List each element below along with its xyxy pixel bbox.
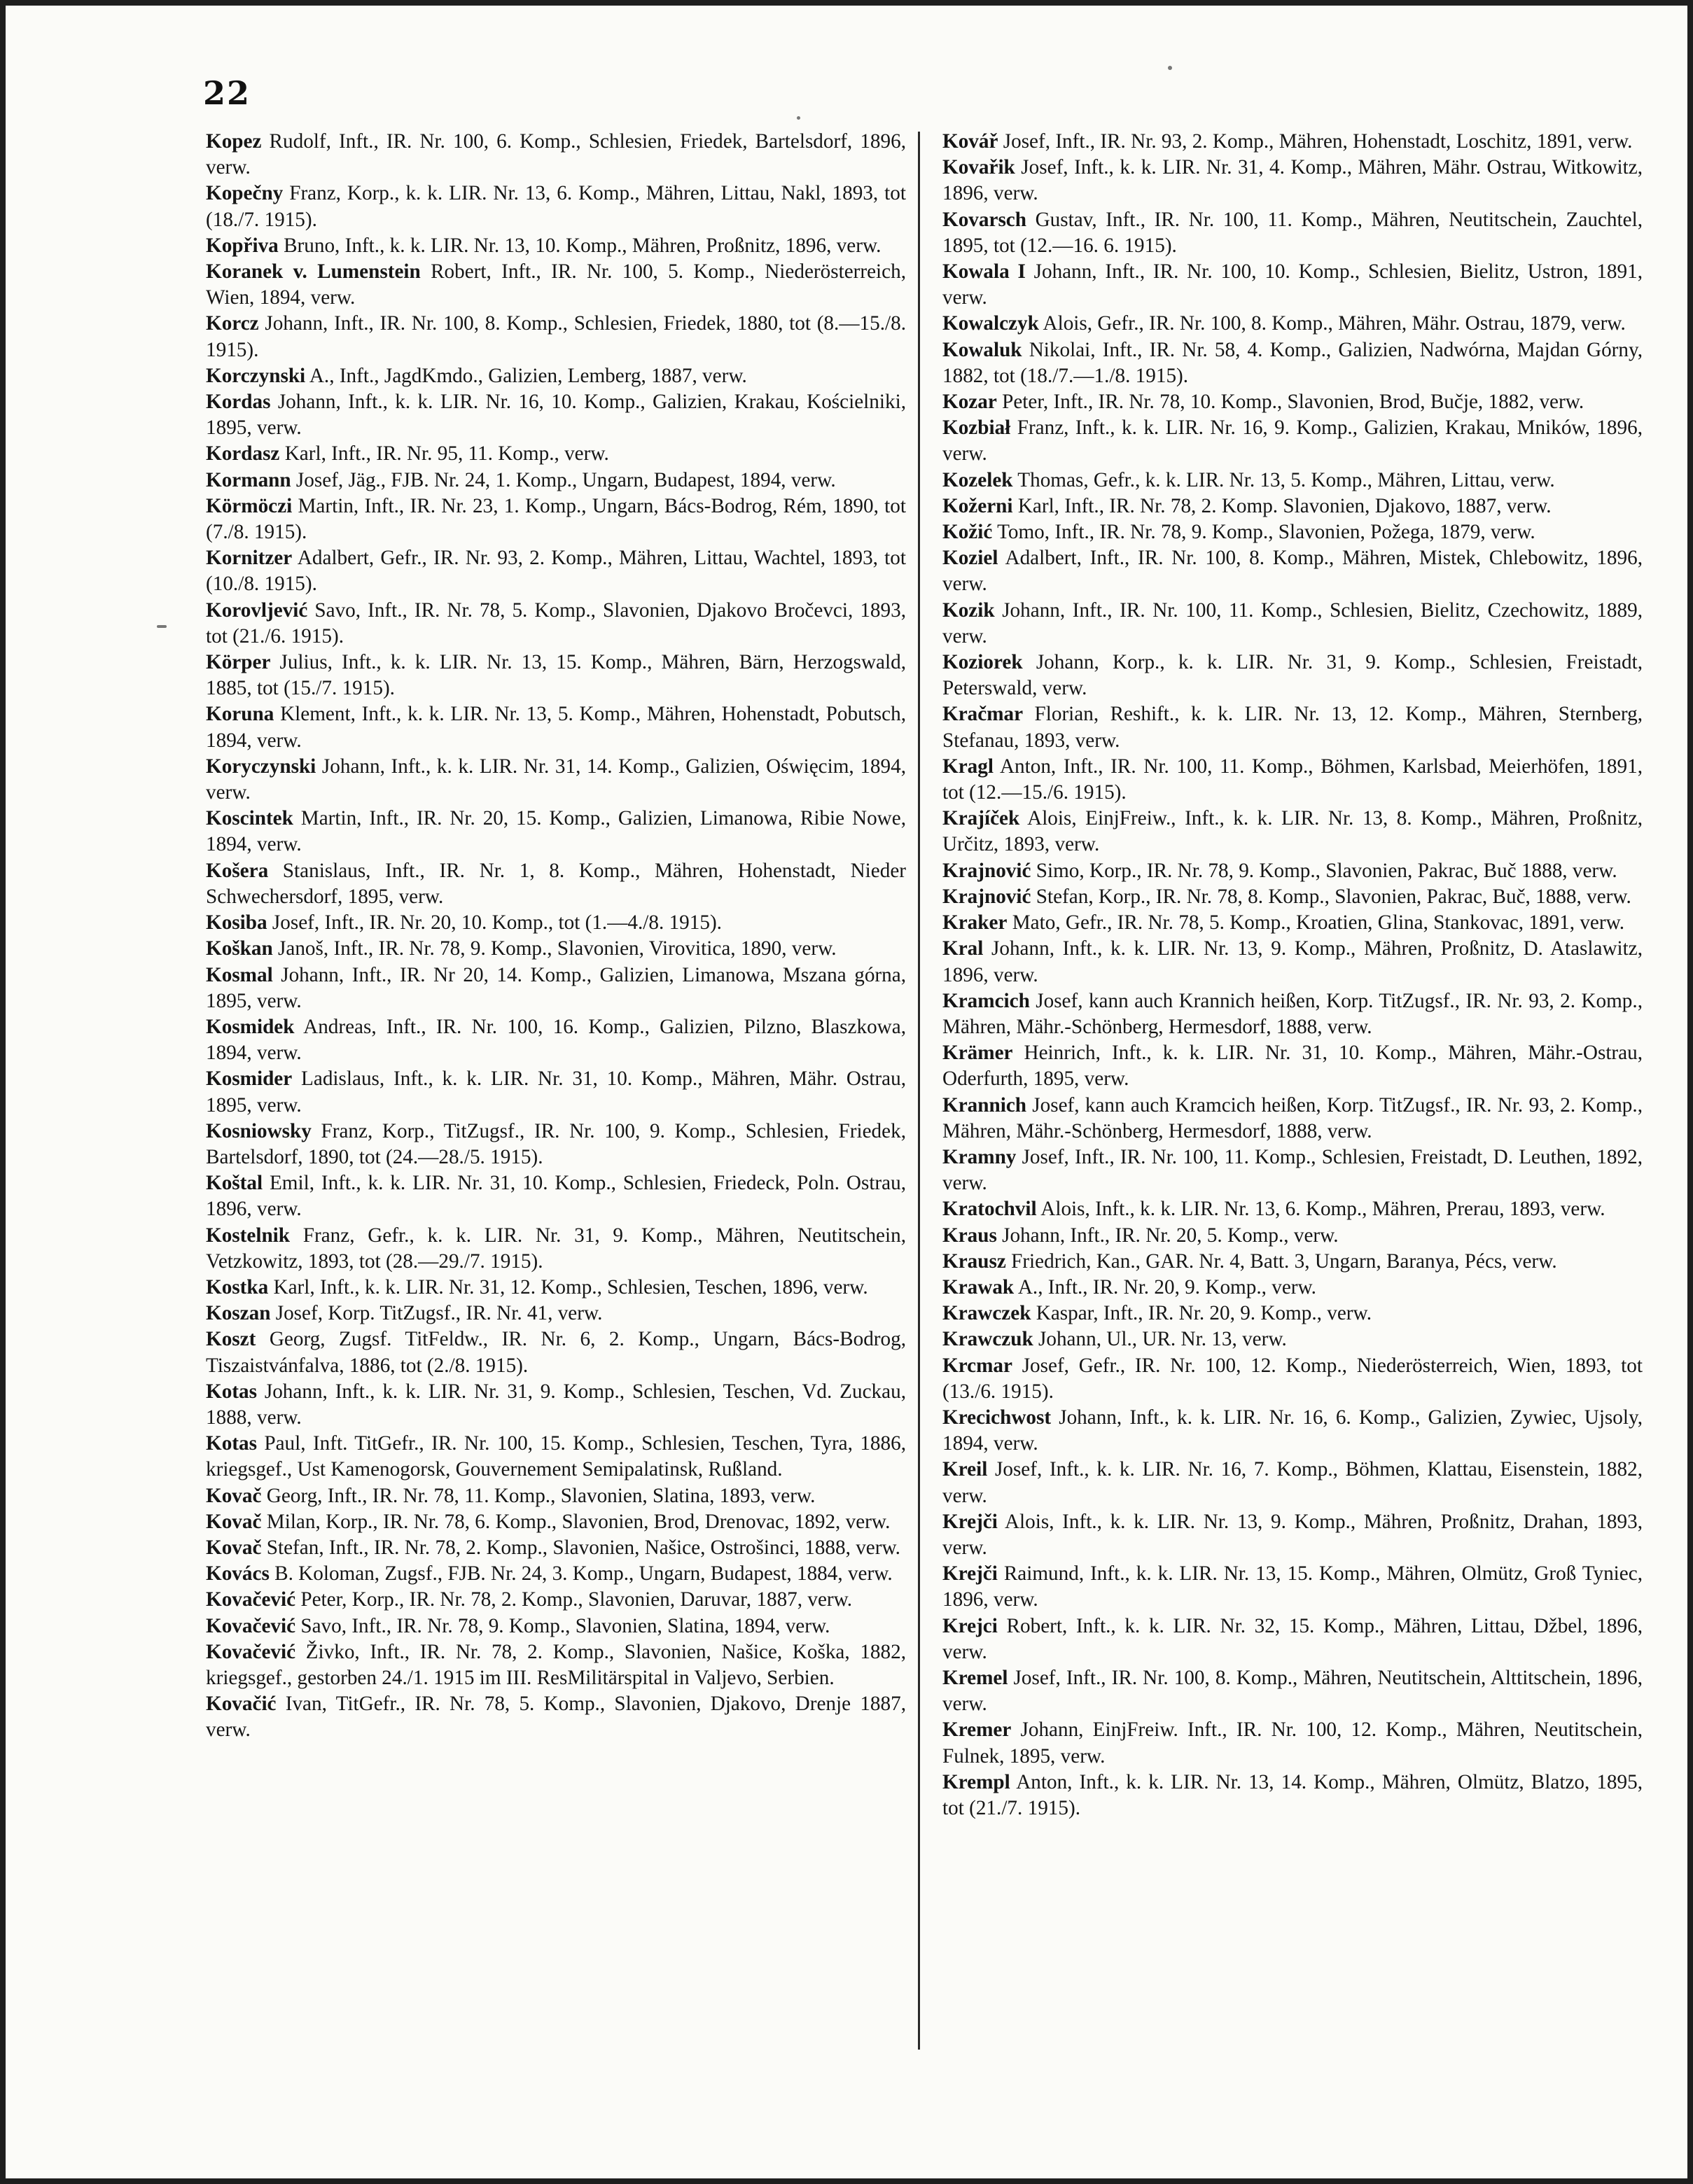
directory-entry <box>942 754 1643 806</box>
entry-details: Josef, Inft., IR. Nr. 20, 10. Komp., tot (1.—4./8. 1915). <box>267 911 722 934</box>
directory-entry <box>942 806 1643 858</box>
entry-details: Savo, Inft., IR. Nr. 78, 9. Komp., Slavonien, Slatina, 1894, verw. <box>295 1614 830 1637</box>
entry-surname: Krejči <box>942 1562 998 1586</box>
entry-details: Tomo, Inft., IR. Nr. 78, 9. Komp., Slavonien, Požega, 1879, verw. <box>992 521 1535 544</box>
directory-entry <box>942 1717 1643 1769</box>
entry-details: Florian, Reshift., k. k. LIR. Nr. 13, 12. Komp., Mähren, Sternberg, Stefanau, 1893, verw. <box>942 703 1643 752</box>
entry-details: Josef, Korp. TitZugsf., IR. Nr. 41, verw. <box>270 1302 603 1325</box>
entry-surname: Kordasz <box>206 442 280 465</box>
entry-details: Nikolai, Inft., IR. Nr. 58, 4. Komp., Galizien, Nadwórna, Majdan Górny, 1882, tot (18./7.—1./8. 1915). <box>942 338 1643 387</box>
directory-entry <box>206 701 906 753</box>
entry-details: Johann, Inft., IR. Nr 20, 14. Komp., Galizien, Limanowa, Mszana górna, 1895, verw. <box>206 963 906 1012</box>
directory-entry <box>206 389 906 441</box>
entry-details: Johann, Ul., UR. Nr. 13, verw. <box>1033 1328 1287 1351</box>
directory-entry <box>942 337 1643 389</box>
entry-surname: Krajíček <box>942 807 1020 830</box>
entry-surname: Kraus <box>942 1224 997 1247</box>
entry-surname: Korcz <box>206 312 259 335</box>
directory-entry <box>206 858 906 910</box>
entry-surname: Kovač <box>206 1536 262 1559</box>
entry-details: Karl, Inft., IR. Nr. 78, 2. Komp. Slavonien, Djakovo, 1887, verw. <box>1012 494 1552 517</box>
directory-entry <box>206 1431 906 1483</box>
directory-entry <box>942 1275 1643 1301</box>
entry-details: Savo, Inft., IR. Nr. 78, 5. Komp., Slavonien, Djakovo Bročevci, 1893, tot (21./6. 1915). <box>206 598 906 648</box>
entry-surname: Kragl <box>942 755 994 778</box>
directory-entry <box>206 1639 906 1691</box>
directory-entry <box>206 233 906 259</box>
directory-entry <box>206 1223 906 1275</box>
entry-details: Rudolf, Inft., IR. Nr. 100, 6. Komp., Schlesien, Friedek, Bartelsdorf, 1896, verw. <box>206 130 906 179</box>
directory-entry <box>942 155 1643 206</box>
entry-details: Johann, Inft., k. k. LIR. Nr. 31, 14. Komp., Galizien, Oświęcim, 1894, verw. <box>206 755 906 804</box>
entry-surname: Kotas <box>206 1380 257 1403</box>
entry-details: Franz, Inft., k. k. LIR. Nr. 16, 9. Komp., Galizien, Krakau, Mników, 1896, verw. <box>942 416 1643 465</box>
entry-surname: Krejči <box>942 1510 998 1533</box>
entry-surname: Kopečny <box>206 182 284 205</box>
entry-surname: Kremel <box>942 1666 1008 1689</box>
entry-details: Adalbert, Gefr., IR. Nr. 93, 2. Komp., Mähren, Littau, Wachtel, 1893, tot (10./8. 1915). <box>206 547 906 596</box>
entry-surname: Koziorek <box>942 651 1023 674</box>
entry-surname: Körper <box>206 651 271 674</box>
entry-details: Stefan, Korp., IR. Nr. 78, 8. Komp., Slavonien, Pakrac, Buč, 1888, verw. <box>1031 885 1631 908</box>
ink-speck <box>797 116 800 120</box>
entry-surname: Kosniowsky <box>206 1119 312 1142</box>
directory-entry <box>206 1535 906 1561</box>
entry-details: Karl, Inft., IR. Nr. 95, 11. Komp., verw. <box>279 442 609 465</box>
entry-surname: Kožerni <box>942 494 1013 517</box>
directory-entry <box>206 1379 906 1431</box>
entry-details: Josef, Jäg., FJB. Nr. 24, 1. Komp., Ungarn, Budapest, 1894, verw. <box>291 468 836 491</box>
directory-entry <box>206 936 906 962</box>
column-divider <box>918 132 920 2050</box>
entry-details: Johann, Inft., k. k. LIR. Nr. 13, 9. Komp., Mähren, Proßnitz, D. Ataslawitz, 1896, verw. <box>942 937 1643 986</box>
entry-details: Josef, kann auch Kramcich heißen, Korp. TitZugsf., IR. Nr. 93, 2. Komp., Mähren, Mähr.-Schönberg, Hermesdorf, 1888, verw. <box>942 1093 1643 1142</box>
entry-details: Peter, Inft., IR. Nr. 78, 10. Komp., Slavonien, Brod, Bučje, 1882, verw. <box>996 391 1584 414</box>
entry-surname: Koranek v. Lumenstein <box>206 260 421 284</box>
entry-surname: Koryczynski <box>206 755 316 778</box>
entry-details: Janoš, Inft., IR. Nr. 78, 9. Komp., Slavonien, Virovitica, 1890, verw. <box>272 937 837 960</box>
entry-details: Raimund, Inft., k. k. LIR. Nr. 13, 15. Komp., Mähren, Olmütz, Groß Tyniec, 1896, verw. <box>942 1562 1643 1611</box>
entry-surname: Krajnović <box>942 859 1031 882</box>
entry-surname: Kopez <box>206 130 262 153</box>
entry-surname: Kovač <box>206 1484 262 1507</box>
entry-details: Živko, Inft., IR. Nr. 78, 2. Komp., Slavonien, Našice, Koška, 1882, kriegsgef., gestorben 24./1. 1915 im III. ResMilitärspital in Valjevo, Serbien. <box>206 1640 906 1689</box>
directory-entry <box>942 1301 1643 1326</box>
directory-entry <box>206 598 906 650</box>
entry-surname: Kopřiva <box>206 234 279 257</box>
entry-surname: Krausz <box>942 1250 1006 1273</box>
entry-details: Paul, Inft. TitGefr., IR. Nr. 100, 15. Komp., Schlesien, Teschen, Tyra, 1886, kriegsgef., Ust Kamenogorsk, Gouvernement Semipalatinsk, Rußland. <box>206 1432 906 1481</box>
scanned-page <box>6 6 1687 2178</box>
entry-surname: Krecichwost <box>942 1406 1052 1429</box>
directory-entry <box>206 311 906 363</box>
entry-surname: Kozelek <box>942 468 1013 491</box>
directory-entry <box>942 910 1643 936</box>
directory-entry <box>942 1770 1643 1821</box>
directory-entry <box>942 1614 1643 1665</box>
entry-details: Simo, Korp., IR. Nr. 78, 9. Komp., Slavonien, Pakrac, Buč 1888, verw. <box>1031 859 1617 882</box>
directory-entry <box>942 389 1643 415</box>
entry-details: Thomas, Gefr., k. k. LIR. Nr. 13, 5. Komp., Mähren, Littau, verw. <box>1012 468 1555 491</box>
directory-entry <box>206 1561 906 1587</box>
directory-entry <box>206 1326 906 1378</box>
entry-surname: Koszt <box>206 1328 256 1351</box>
entry-surname: Kračmar <box>942 703 1024 726</box>
entry-details: Martin, Inft., IR. Nr. 20, 15. Komp., Galizien, Limanowa, Ribie Nowe, 1894, verw. <box>206 807 906 856</box>
ink-speck <box>157 625 167 628</box>
entry-details: Gustav, Inft., IR. Nr. 100, 11. Komp., Mähren, Neutitschein, Zauchtel, 1895, tot (12.—16. 6. 1915). <box>942 208 1643 257</box>
entry-details: Johann, Inft., IR. Nr. 20, 5. Komp., verw. <box>996 1224 1339 1247</box>
directory-entry <box>942 936 1643 988</box>
entry-details: Emil, Inft., k. k. LIR. Nr. 31, 10. Komp., Schlesien, Friedeck, Poln. Ostrau, 1896, verw. <box>206 1172 906 1221</box>
directory-entry <box>942 1144 1643 1196</box>
directory-entry <box>206 1119 906 1170</box>
entry-surname: Koškan <box>206 937 273 960</box>
entry-surname: Kremer <box>942 1718 1012 1742</box>
directory-entry <box>206 259 906 311</box>
entry-surname: Kramny <box>942 1145 1017 1168</box>
entry-surname: Kowaluk <box>942 338 1022 361</box>
directory-entry <box>206 962 906 1014</box>
entry-surname: Kosmidek <box>206 1015 295 1038</box>
entry-details: Alois, Inft., k. k. LIR. Nr. 13, 6. Komp., Mähren, Prerau, 1893, verw. <box>1036 1198 1605 1221</box>
entry-surname: Kovařik <box>942 156 1015 179</box>
directory-entry <box>942 311 1643 337</box>
entry-surname: Korczynski <box>206 364 306 387</box>
directory-entry <box>206 468 906 493</box>
directory-entry <box>942 207 1643 259</box>
directory-entry <box>942 415 1643 467</box>
directory-entry <box>206 806 906 858</box>
directory-entry <box>942 129 1643 155</box>
entry-details: Peter, Korp., IR. Nr. 78, 2. Komp., Slavonien, Daruvar, 1887, verw. <box>295 1588 853 1611</box>
entry-surname: Krajnović <box>942 885 1031 908</box>
entry-details: Julius, Inft., k. k. LIR. Nr. 13, 15. Komp., Mähren, Bärn, Herzogswald, 1885, tot (15./7. 1915). <box>206 651 906 700</box>
directory-entry <box>206 1587 906 1613</box>
entry-details: B. Koloman, Zugsf., FJB. Nr. 24, 3. Komp., Ungarn, Budapest, 1884, verw. <box>269 1562 893 1586</box>
directory-entry <box>942 701 1643 753</box>
directory-entry <box>206 129 906 181</box>
entry-details: Johann, Inft., IR. Nr. 100, 10. Komp., Schlesien, Bielitz, Ustron, 1891, verw. <box>942 260 1643 309</box>
entry-surname: Kozar <box>942 391 997 414</box>
directory-entry <box>942 1561 1643 1613</box>
entry-details: Robert, Inft., k. k. LIR. Nr. 32, 15. Komp., Mähren, Littau, Džbel, 1896, verw. <box>942 1614 1643 1663</box>
entry-surname: Koszan <box>206 1302 271 1325</box>
directory-entry <box>206 650 906 701</box>
entry-details: Ivan, TitGefr., IR. Nr. 78, 5. Komp., Slavonien, Djakovo, Drenje 1887, verw. <box>206 1693 906 1742</box>
directory-entry <box>206 363 906 389</box>
directory-entry <box>206 1614 906 1639</box>
entry-surname: Kovačević <box>206 1588 296 1611</box>
right-column <box>942 129 1643 2061</box>
entry-surname: Kraker <box>942 911 1008 934</box>
directory-entry <box>942 1093 1643 1144</box>
entry-details: Adalbert, Inft., IR. Nr. 100, 8. Komp., Mähren, Mistek, Chlebowitz, 1896, verw. <box>942 547 1643 596</box>
directory-entry <box>206 1301 906 1326</box>
entry-details: Friedrich, Kan., GAR. Nr. 4, Batt. 3, Ungarn, Baranya, Pécs, verw. <box>1005 1250 1557 1273</box>
entry-details: Josef, kann auch Krannich heißen, Korp. TitZugsf., IR. Nr. 93, 2. Komp., Mähren, Mähr.-Schönberg, Hermesdorf, 1888, verw. <box>942 989 1643 1038</box>
directory-entry <box>942 598 1643 650</box>
entry-surname: Kowala I <box>942 260 1026 284</box>
entry-surname: Krempl <box>942 1770 1010 1793</box>
entry-details: Kaspar, Inft., IR. Nr. 20, 9. Komp., verw. <box>1031 1302 1372 1325</box>
directory-entry <box>942 884 1643 910</box>
directory-entry <box>942 493 1643 519</box>
directory-entry <box>942 1509 1643 1561</box>
entry-surname: Korovljević <box>206 598 308 622</box>
entry-surname: Kozbiał <box>942 416 1011 440</box>
entry-surname: Krämer <box>942 1042 1013 1065</box>
entry-details: Milan, Korp., IR. Nr. 78, 6. Komp., Slavonien, Brod, Drenovac, 1892, verw. <box>261 1510 891 1533</box>
entry-surname: Kordas <box>206 391 271 414</box>
entry-surname: Košera <box>206 859 269 882</box>
entry-surname: Krcmar <box>942 1354 1012 1377</box>
entry-details: Anton, Inft., k. k. LIR. Nr. 13, 14. Komp., Mähren, Olmütz, Blatzo, 1895, tot (21./7. 1915). <box>942 1770 1643 1819</box>
entry-details: A., Inft., IR. Nr. 20, 9. Komp., verw. <box>1014 1275 1316 1298</box>
directory-entry <box>206 1691 906 1743</box>
directory-entry <box>942 545 1643 597</box>
directory-entry <box>942 1196 1643 1222</box>
directory-entry <box>942 1326 1643 1352</box>
entry-surname: Kožić <box>942 521 993 544</box>
directory-entry <box>206 910 906 936</box>
entry-surname: Koruna <box>206 703 274 726</box>
entry-details: Karl, Inft., k. k. LIR. Nr. 31, 12. Komp., Schlesien, Teschen, 1896, verw. <box>268 1275 868 1298</box>
entry-details: Robert, Inft., IR. Nr. 100, 5. Komp., Niederösterreich, Wien, 1894, verw. <box>206 260 906 309</box>
entry-details: Alois, Inft., k. k. LIR. Nr. 13, 9. Komp., Mähren, Proßnitz, Drahan, 1893, verw. <box>942 1510 1643 1559</box>
entry-surname: Kral <box>942 937 984 960</box>
entry-surname: Kormann <box>206 468 291 491</box>
directory-entry <box>206 1509 906 1535</box>
directory-entry <box>942 519 1643 545</box>
directory-entry <box>942 468 1643 493</box>
directory-entry <box>206 493 906 545</box>
entry-surname: Kosmider <box>206 1068 293 1091</box>
entry-details: Stefan, Inft., IR. Nr. 78, 2. Komp., Slavonien, Našice, Ostrošinci, 1888, verw. <box>261 1536 900 1559</box>
entry-details: Johann, Inft., k. k. LIR. Nr. 31, 9. Komp., Schlesien, Teschen, Vd. Zuckau, 1888, verw. <box>206 1380 906 1429</box>
directory-entry <box>942 1223 1643 1249</box>
entry-surname: Krawak <box>942 1275 1015 1298</box>
entry-surname: Koštal <box>206 1172 263 1195</box>
entry-details: Bruno, Inft., k. k. LIR. Nr. 13, 10. Komp., Mähren, Proßnitz, 1896, verw. <box>278 234 882 257</box>
entry-details: Georg, Zugsf. TitFeldw., IR. Nr. 6, 2. Komp., Ungarn, Bács-Bodrog, Tiszaistvánfalva, 1886, tot (2./8. 1915). <box>206 1328 906 1377</box>
entry-surname: Krannich <box>942 1093 1027 1116</box>
directory-entry <box>206 545 906 597</box>
entry-details: Andreas, Inft., IR. Nr. 100, 16. Komp., Galizien, Pilzno, Blaszkowa, 1894, verw. <box>206 1015 906 1065</box>
ink-speck <box>1168 66 1172 70</box>
entry-surname: Kosmal <box>206 963 273 986</box>
entry-surname: Koscintek <box>206 807 293 830</box>
entry-details: A., Inft., JagdKmdo., Galizien, Lemberg, 1887, verw. <box>305 364 747 387</box>
entry-details: Johann, Inft., k. k. LIR. Nr. 16, 6. Komp., Galizien, Zywiec, Ujsoly, 1894, verw. <box>942 1406 1643 1455</box>
directory-entry <box>206 1483 906 1509</box>
page-number: 22 <box>203 74 251 112</box>
entry-details: Stanislaus, Inft., IR. Nr. 1, 8. Komp., Mähren, Hohenstadt, Nieder Schwechersdorf, 1895, verw. <box>206 859 906 908</box>
entry-details: Franz, Korp., k. k. LIR. Nr. 13, 6. Komp., Mähren, Littau, Nakl, 1893, tot (18./7. 1915). <box>206 182 906 231</box>
directory-entry <box>206 1014 906 1066</box>
directory-entry <box>206 441 906 467</box>
directory-entry <box>206 1275 906 1301</box>
entry-details: Josef, Inft., k. k. LIR. Nr. 31, 4. Komp., Mähren, Mähr. Ostrau, Witkowitz, 1896, verw. <box>942 156 1643 205</box>
directory-entry <box>942 650 1643 701</box>
entry-surname: Kostelnik <box>206 1224 291 1247</box>
directory-entry <box>942 1040 1643 1092</box>
entry-details: Josef, Inft., k. k. LIR. Nr. 16, 7. Komp., Böhmen, Klattau, Eisenstein, 1882, verw. <box>942 1458 1643 1507</box>
entry-surname: Kovačić <box>206 1693 277 1716</box>
entry-surname: Kratochvil <box>942 1198 1037 1221</box>
entry-details: Josef, Inft., IR. Nr. 100, 8. Komp., Mähren, Neutitschein, Alttitschein, 1896, verw. <box>942 1666 1643 1716</box>
entry-surname: Kovačević <box>206 1614 296 1637</box>
entry-details: Klement, Inft., k. k. LIR. Nr. 13, 5. Komp., Mähren, Hohenstadt, Pobutsch, 1894, verw. <box>206 703 906 752</box>
entry-surname: Kovačević <box>206 1640 296 1663</box>
entry-surname: Kozik <box>942 598 995 622</box>
entry-details: Mato, Gefr., IR. Nr. 78, 5. Komp., Kroatien, Glina, Stankovac, 1891, verw. <box>1007 911 1625 934</box>
entry-surname: Kowalczyk <box>942 312 1039 335</box>
entry-surname: Koziel <box>942 547 998 570</box>
entry-surname: Kornitzer <box>206 547 293 570</box>
entry-surname: Körmöczi <box>206 494 293 517</box>
entry-surname: Krawczek <box>942 1302 1031 1325</box>
directory-entry <box>942 988 1643 1040</box>
directory-entry <box>942 1665 1643 1717</box>
entry-surname: Kramcich <box>942 989 1030 1012</box>
entry-surname: Krawczuk <box>942 1328 1033 1351</box>
entry-details: Alois, Gefr., IR. Nr. 100, 8. Komp., Mähren, Mähr. Ostrau, 1879, verw. <box>1038 312 1626 335</box>
directory-entry <box>206 1170 906 1222</box>
entry-surname: Kostka <box>206 1275 269 1298</box>
directory-entry <box>942 1457 1643 1508</box>
entry-surname: Kovář <box>942 130 998 153</box>
entry-details: Josef, Inft., IR. Nr. 93, 2. Komp., Mähren, Hohenstadt, Loschitz, 1891, verw. <box>998 130 1633 153</box>
entry-surname: Kotas <box>206 1432 257 1455</box>
entry-surname: Kreil <box>942 1458 988 1481</box>
entry-details: Anton, Inft., IR. Nr. 100, 11. Komp., Böhmen, Karlsbad, Meierhöfen, 1891, tot (12.—15./6. 1915). <box>942 755 1643 804</box>
directory-entry <box>942 259 1643 311</box>
entry-details: Alois, EinjFreiw., Inft., k. k. LIR. Nr. 13, 8. Komp., Mähren, Proßnitz, Určitz, 1893, verw. <box>942 807 1643 856</box>
directory-entry <box>942 858 1643 884</box>
directory-entry <box>942 1353 1643 1405</box>
entry-details: Johann, Inft., IR. Nr. 100, 11. Komp., Schlesien, Bielitz, Czechowitz, 1889, verw. <box>942 598 1643 648</box>
directory-entry <box>942 1405 1643 1457</box>
entry-surname: Kovács <box>206 1562 270 1586</box>
entry-details: Franz, Korp., TitZugsf., IR. Nr. 100, 9. Komp., Schlesien, Friedek, Bartelsdorf, 1890, tot (24.—28./5. 1915). <box>206 1119 906 1168</box>
entry-details: Franz, Gefr., k. k. LIR. Nr. 31, 9. Komp., Mähren, Neutitschein, Vetzkowitz, 1893, tot (28.—29./7. 1915). <box>206 1224 906 1273</box>
entry-details: Josef, Inft., IR. Nr. 100, 11. Komp., Schlesien, Freistadt, D. Leuthen, 1892, verw. <box>942 1145 1643 1195</box>
entry-details: Heinrich, Inft., k. k. LIR. Nr. 31, 10. Komp., Mähren, Mähr.-Ostrau, Oderfurth, 1895, verw. <box>942 1042 1643 1091</box>
entry-surname: Kovarsch <box>942 208 1026 231</box>
entry-details: Josef, Gefr., IR. Nr. 100, 12. Komp., Niederösterreich, Wien, 1893, tot (13./6. 1915). <box>942 1354 1643 1403</box>
directory-entry <box>206 754 906 806</box>
directory-entry <box>206 181 906 232</box>
entry-details: Georg, Inft., IR. Nr. 78, 11. Komp., Slavonien, Slatina, 1893, verw. <box>261 1484 816 1507</box>
directory-entry <box>206 1066 906 1118</box>
entry-details: Johann, Inft., k. k. LIR. Nr. 16, 10. Komp., Galizien, Krakau, Kościelniki, 1895, verw. <box>206 391 906 440</box>
entry-surname: Kovač <box>206 1510 262 1533</box>
entry-details: Johann, Inft., IR. Nr. 100, 8. Komp., Schlesien, Friedek, 1880, tot (8.—15./8. 1915). <box>206 312 906 361</box>
directory-entry <box>942 1249 1643 1275</box>
left-column <box>206 129 906 2061</box>
entry-details: Johann, EinjFreiw. Inft., IR. Nr. 100, 12. Komp., Mähren, Neutitschein, Fulnek, 1895, verw. <box>942 1718 1643 1768</box>
entry-details: Johann, Korp., k. k. LIR. Nr. 31, 9. Komp., Schlesien, Freistadt, Peterswald, verw. <box>942 651 1643 700</box>
entry-details: Ladislaus, Inft., k. k. LIR. Nr. 31, 10. Komp., Mähren, Mähr. Ostrau, 1895, verw. <box>206 1068 906 1116</box>
entry-details: Martin, Inft., IR. Nr. 23, 1. Komp., Ungarn, Bács-Bodrog, Rém, 1890, tot (7./8. 1915). <box>206 494 906 544</box>
entry-surname: Kosiba <box>206 911 267 934</box>
entry-surname: Krejci <box>942 1614 998 1637</box>
